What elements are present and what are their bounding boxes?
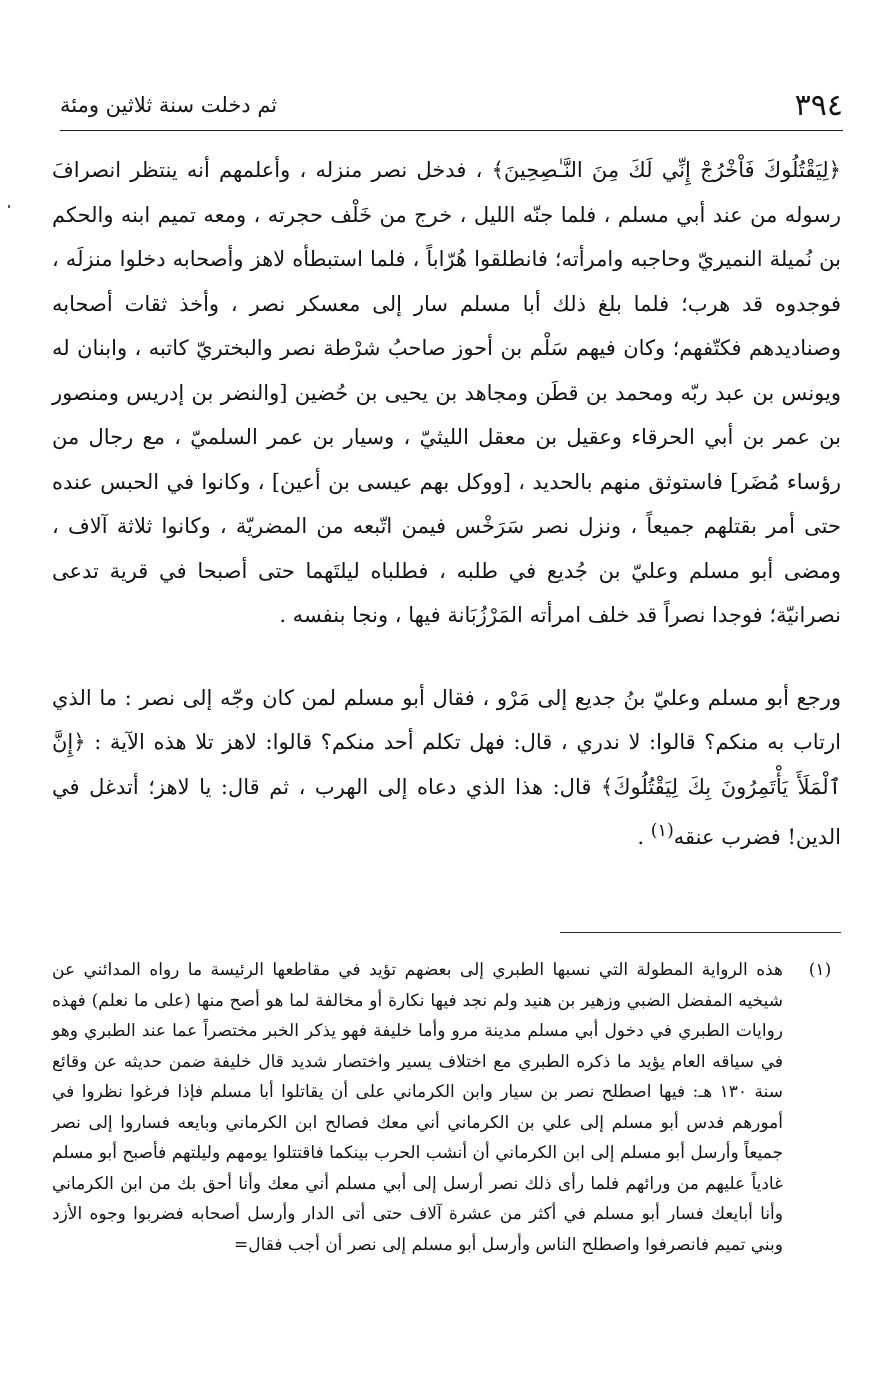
running-title: ثم دخلت سنة ثلاثين ومئة (60, 93, 278, 117)
paragraph: ورجع أبو مسلم وعليّ بنُ جديع إلى مَرْو ، فقال أبو مسلم لمن كان وجّه إلى نصر : ما الذي ارتاب به منكم؟ قالوا: لا ندري ، قال: فهل تكلم أحد منكم؟ قالوا: لاهز تلا هذه الآية : ﴿إِنَّ ٱلْمَلَأَ يَأْتَمِرُونَ بِكَ لِيَقْتُلُوكَ﴾ قال: هذا الذي دعاه إلى الهرب ، ثم قال: يا لاهز؛ أتدغل في الدين! فضرب عنقه$^{(١)}$ . (52, 685, 841, 849)
footnote (52, 955, 843, 1260)
footnote-text: هذه الرواية المطولة التي نسبها الطبري إلى بعضهم تؤيد في مقاطعها الرئيسة ما رواه المدائني عن شيخيه المفضل الضبي وزهير بن هنيد ولم نجد فيها نكارة أو مخالفة لما هو أصح منها (على ما نعلم) فهذه روايات الطبري في دخول أبي مسلم مدينة مرو وأما خليفة فهو يذكر الخبر مختصراً عما عند الطبري وهو في سياقه العام يؤيد ما ذكره الطبري مع اختلاف يسير واختصار شديد قال خليفة ضمن حديثه عن وقائع سنة ١٣٠ هـ: فيها اصطلح نصر بن سيار وابن الكرماني على أن يقاتلوا أبا مسلم فإذا فرغوا نظروا في أمورهم فدس أبو مسلم إلى علي بن الكرماني أني معك فصالح ابن الكرماني وبايعه فساروا إلى نصر جميعاً وأرسل أبو مسلم إلى ابن الكرماني أن أنشب الحرب بينكما فاقتتلوا يومهم وليلتهم فأصبح أبو مسلم غادياً عليهم من ورائهم فلما رأى ذلك نصر أرسل إلى أبي مسلم أني معك وأنا أحق بك من ابن الكرماني وأنا أبايعك فسار أبو مسلم في أكثر من عشرة آلاف حتى أتى الدار وأرسل أصحابه فضربوا وجوه الأزد وبني تميم فانصرفوا واصطلح الناس وأرسل أبو مسلم إلى نصر أن أجب فقال= (52, 960, 783, 1255)
footnote-reference: (١) (650, 821, 674, 841)
paragraph-text: ورجع أبو مسلم وعليّ بنُ جديع إلى مَرْو ، فقال أبو مسلم لمن كان وجّه إلى نصر : ما الذي ارتاب به منكم؟ قالوا: لا ندري ، قال: فهل تكلم أحد منكم؟ قالوا: لاهز تلا هذه الآية : ﴿إِنَّ ٱلْمَلَأَ يَأْتَمِرُونَ بِكَ لِيَقْتُلُوكَ﴾ قال: هذا الذي دعاه إلى الهرب ، ثم قال: يا لاهز؛ أتدغل في الدين! فضرب عنقه (52, 685, 841, 849)
footnote-separator (560, 932, 841, 933)
footnote-number: (١) (808, 960, 832, 980)
paragraph: ﴿لِيَقْتُلُوكَ فَاْخْرُجْ إِنِّي لَكَ مِنَ النَّـٰصِحِينَ﴾ ، فدخل نصر منزله ، وأعلمهم أنه ينتظر انصرافَ رسوله من عند أبي مسلم ، فلما جنّه الليل ، خرج من خَلْف حجرته ، ومعه تميم ابنه والحكم بن نُميلة النميريّ وحاجبه وامرأته؛ فانطلقوا هُرّاباً ، فلما استبطأه لاهز وأصحابه دخلوا منزلَه ، فوجدوه قد هرب؛ فلما بلغ ذلك أبا مسلم سار إلى معسكر نصر ، وأخذ ثقات أصحابه وصناديدهم فكتّفهم؛ وكان فيهم سَلْم بن أحوز صاحبُ شرْطة نصر والبختريّ كاتبه ، وابنان له ويونس بن عبد ربّه ومحمد بن قطَن ومجاهد بن يحيى بن حُضين [والنضر بن إدريس ومنصور بن عمر بن أبي الحرقاء وعقيل بن معقل الليثيّ ، وسيار بن عمر السلميّ ، مع رجال من رؤساء مُضَر] فاستوثق منهم بالحديد ، [ووكل بهم عيسى بن أعين] ، وكانوا في الحبس عنده حتى أمر بقتلهم جميعاً ، ونزل نصر سَرَخْس فيمن اتّبعه من المضريّة ، وكانوا ثلاثة آلاف ، ومضى أبو مسلم وعليّ بن جُديع في طلبه ، فطلباه ليلتَهما حتى أصبحا في قرية تدعى نصرانيّة؛ فوجدا نصراً قد خلف امرأته المَرْزُبَانة فيها ، ونجا بنفسه . (52, 158, 841, 627)
main-text (52, 148, 841, 860)
header-rule (60, 130, 843, 131)
page-header (60, 82, 843, 128)
margin-mark (8, 205, 10, 208)
page-number: ٣٩٤ (794, 87, 843, 123)
